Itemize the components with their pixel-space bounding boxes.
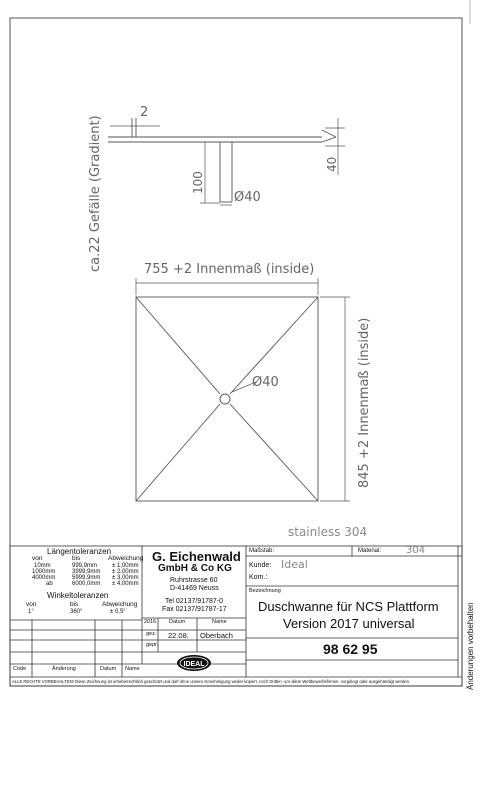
angle-tol-to: 360° bbox=[70, 609, 83, 615]
length-tol-row-2-from: 1000mm bbox=[32, 569, 56, 575]
length-tol-row-4-dev: ± 4,00mm bbox=[112, 581, 139, 587]
company-tel: Tel 02137/91787-0 bbox=[165, 598, 223, 605]
length-tol-row-3-to: 5999,9mm bbox=[72, 575, 101, 581]
length-tol-row-3-from: 4000mm bbox=[32, 575, 56, 581]
company-street: Ruhrstrasse 60 bbox=[170, 577, 218, 584]
gez-date: 22.08. bbox=[168, 631, 189, 640]
gez-label: gez. bbox=[146, 631, 157, 637]
customer-label: Kunde: bbox=[249, 562, 272, 569]
length-tol-row-1-dev: ± 1,00mm bbox=[112, 563, 139, 569]
length-tol-col-from: von bbox=[32, 555, 43, 562]
dim-drain-length-label: 100 bbox=[191, 171, 205, 194]
dim-drain-dia-label: Ø40 bbox=[234, 190, 261, 205]
profile-view bbox=[108, 118, 345, 205]
scale-label: Maßstab: bbox=[249, 548, 275, 554]
dim-lip-label: 2 bbox=[140, 105, 149, 120]
length-tol-row-1-from: 10mm bbox=[34, 563, 51, 569]
length-tol-row-3-dev: ± 3,00mm bbox=[112, 575, 139, 581]
gez-name: Oberbach bbox=[200, 631, 233, 640]
length-tol-row-1-to: 999,9mm bbox=[72, 563, 98, 569]
plan-depth-label: 845 +2 Innenmaß (inside) bbox=[357, 317, 372, 488]
title-line-2: Version 2017 universal bbox=[283, 616, 415, 631]
revision-code-header: Code bbox=[13, 666, 27, 672]
customer-value: Ideal bbox=[281, 558, 308, 571]
length-tol-row-2-dev: ± 2,00mm bbox=[112, 569, 139, 575]
length-tol-row-2-to: 3999,9mm bbox=[72, 569, 101, 575]
gepr-label: gepr. bbox=[146, 642, 159, 648]
angle-tol-col-from: von bbox=[26, 601, 37, 608]
company-city: D-41469 Neuss bbox=[170, 585, 219, 592]
revision-name-header: Name bbox=[125, 666, 140, 672]
angle-tol-dev: ± 0,5° bbox=[110, 609, 126, 615]
slope-label: ca.22 Gefälle (Gradient) bbox=[88, 115, 103, 272]
length-tol-header: Längentoleranzen bbox=[47, 547, 112, 556]
company-name-line-2: GmbH & Co KG bbox=[158, 563, 232, 574]
length-tol-col-to: bis bbox=[72, 555, 81, 562]
datum-header: Datum bbox=[169, 619, 186, 625]
plan-view bbox=[136, 278, 350, 501]
ideal-logo bbox=[177, 655, 211, 671]
title-line-1: Duschwanne für NCS Plattform bbox=[258, 599, 439, 614]
angle-tol-header: Winkeltoleranzen bbox=[47, 591, 109, 600]
length-tol-row-4-from: ab bbox=[46, 581, 53, 587]
copyright-notice: ALLE RECHTE VORBEHALTEN! Diese Zeichnung ist urheberrechtlich geschützt und darf ohne unsere Genehmigung weder kopiert, noch Dritten -vor allem Wettbewerbsfirmen- vorgelegt oder ausgehändigt werden. bbox=[12, 679, 411, 684]
plan-width-label: 755 +2 Innenmaß (inside) bbox=[144, 262, 315, 277]
designation-label: Bezeichnung bbox=[249, 588, 281, 594]
angle-tol-col-dev: Abweichung bbox=[102, 601, 138, 608]
length-tol-col-dev: Abweichung bbox=[108, 555, 144, 562]
company-name-line-1: G. Eichenwald bbox=[152, 549, 241, 564]
revision-change-header: Änderung bbox=[52, 666, 76, 672]
material-value: 304 bbox=[406, 545, 426, 556]
drawing-number: 98 62 95 bbox=[323, 641, 378, 657]
com-label: Kom.: bbox=[249, 574, 268, 581]
length-tol-row-4-to: 6000,0mm bbox=[72, 581, 101, 587]
company-fax: Fax 02137/91787-17 bbox=[162, 606, 227, 613]
material-note: stainless 304 bbox=[288, 525, 368, 539]
dim-height-label: 40 bbox=[325, 156, 339, 172]
angle-tol-from: 1° bbox=[28, 609, 34, 615]
logo-text: IDEAL bbox=[183, 661, 205, 668]
angle-tol-col-to: bis bbox=[70, 601, 79, 608]
plan-drain-label: Ø40 bbox=[252, 375, 279, 390]
name-header: Name bbox=[212, 619, 227, 625]
year-label: 2016 bbox=[144, 619, 157, 625]
changes-reserved-note: Änderungen vorbehalten bbox=[466, 602, 475, 690]
material-label: Material: bbox=[358, 548, 382, 554]
revision-date-header: Datum bbox=[100, 666, 117, 672]
